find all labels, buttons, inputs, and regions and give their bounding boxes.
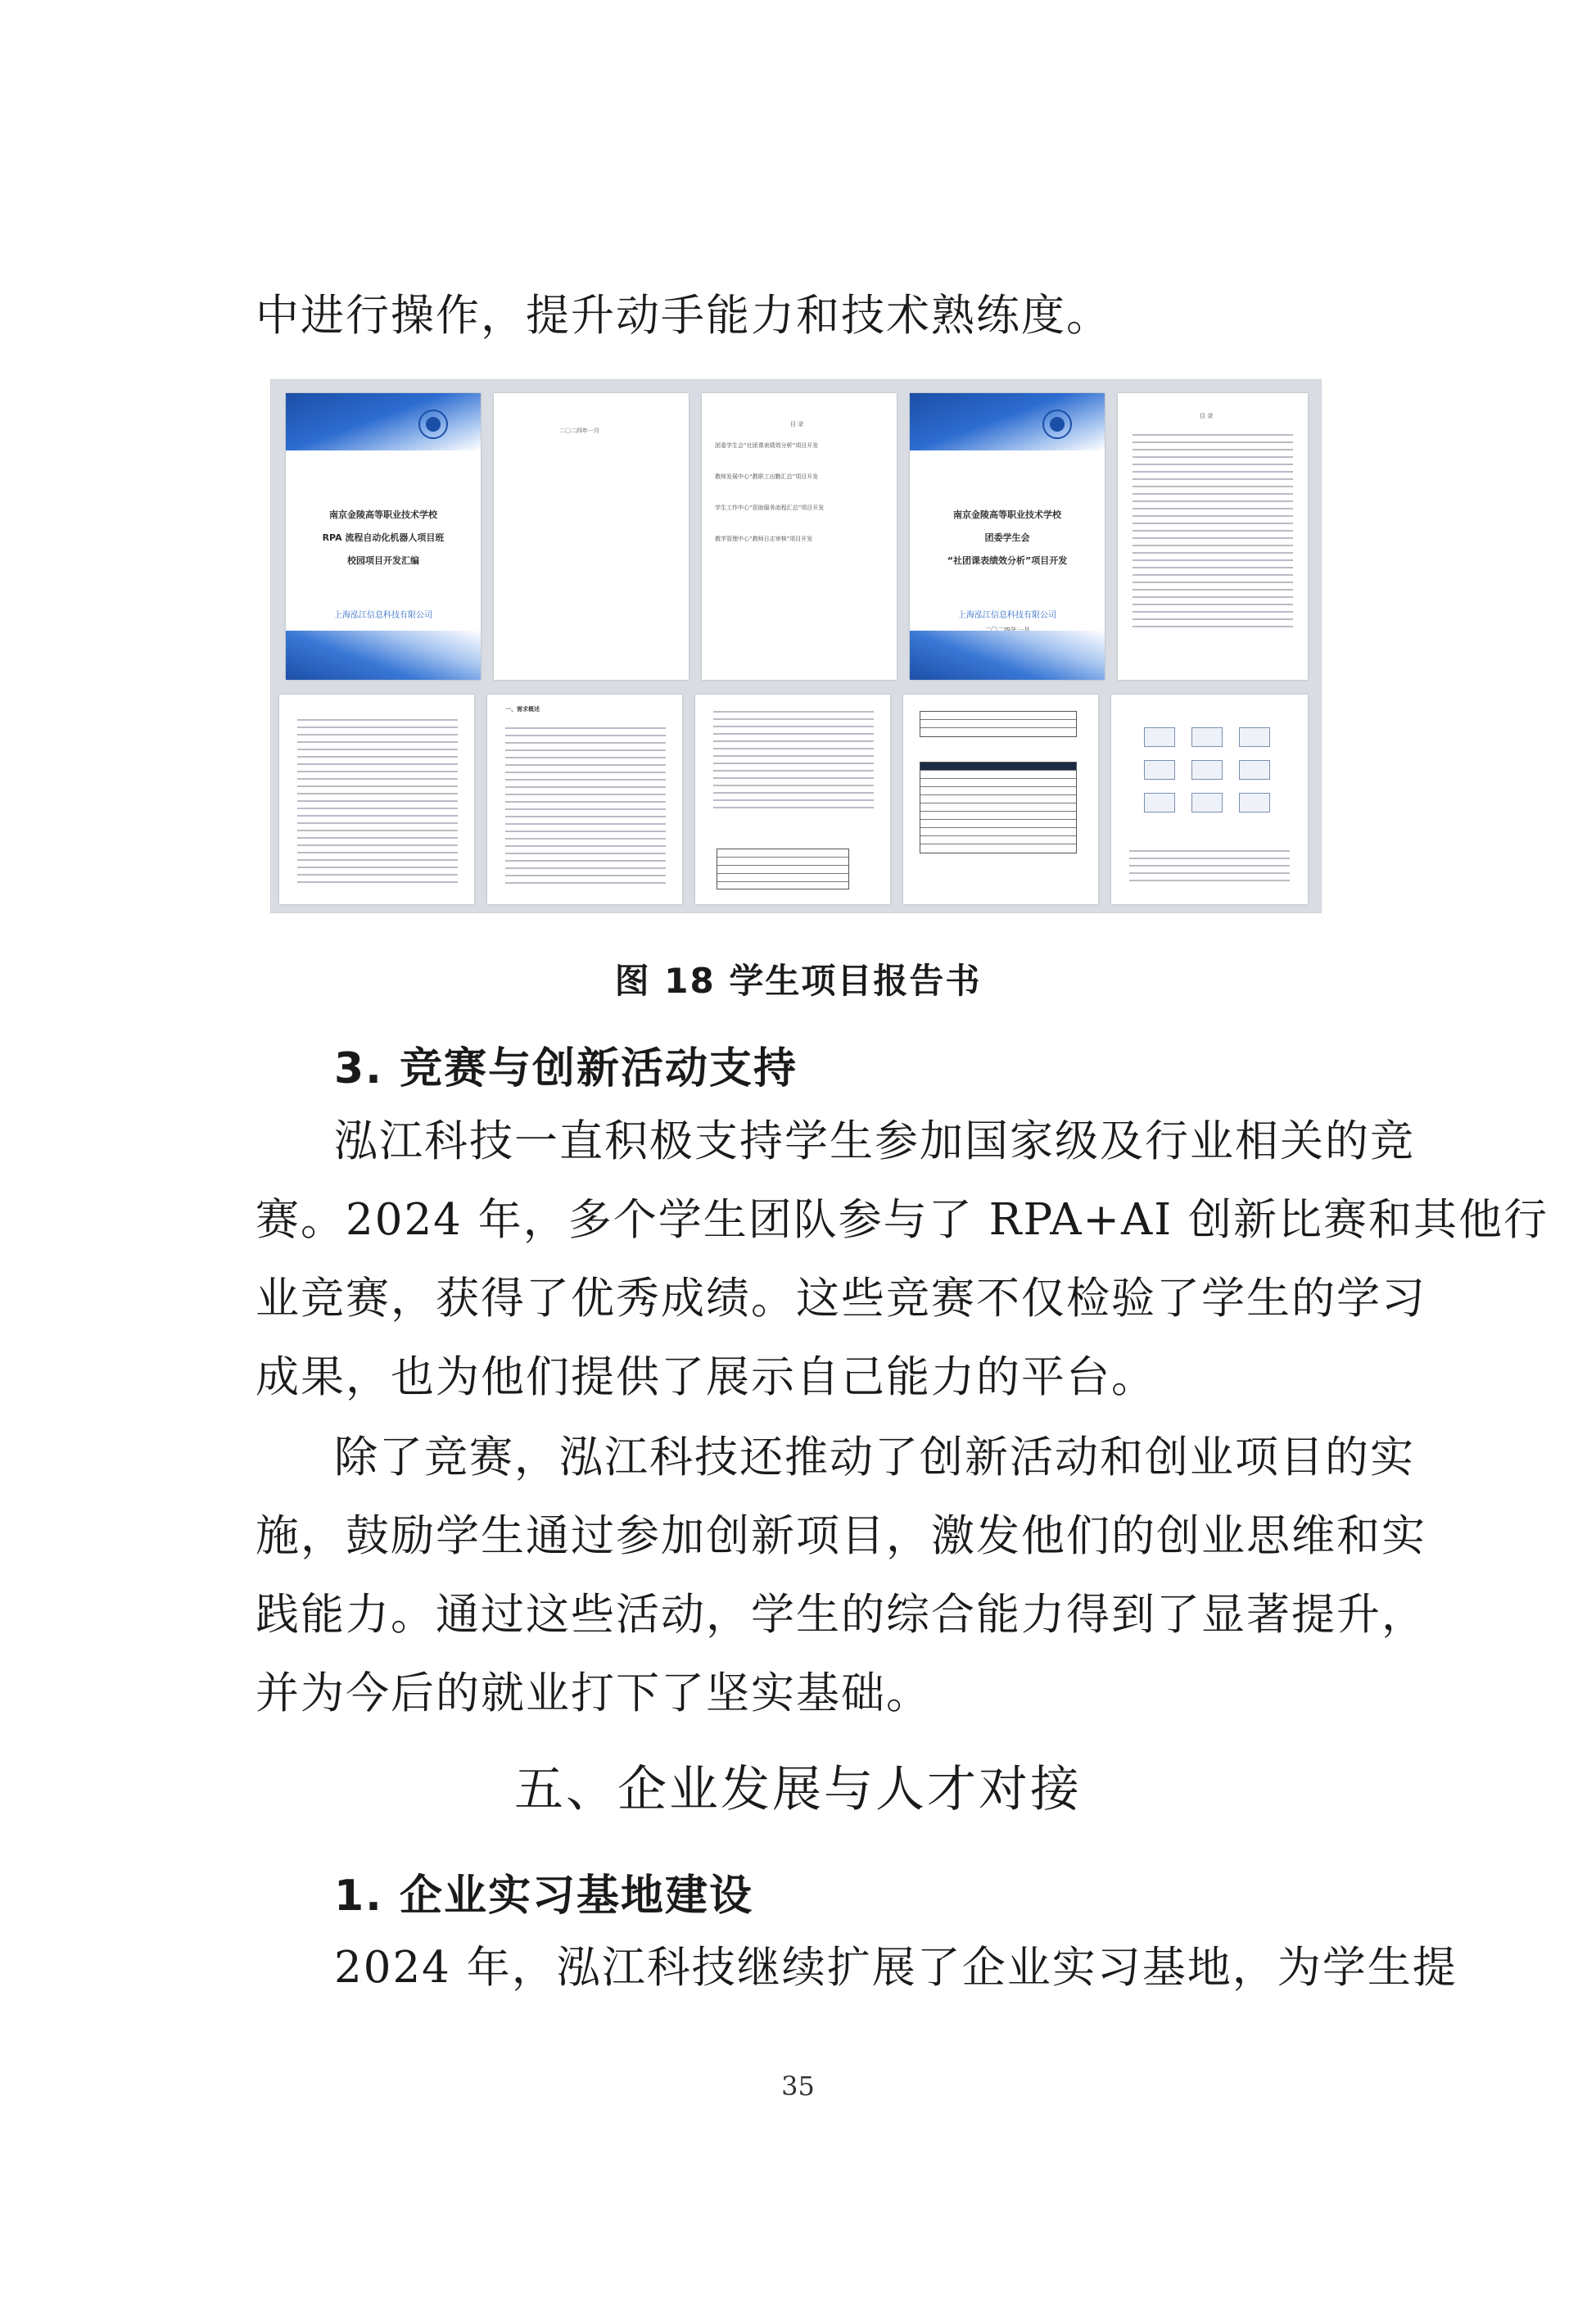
body-lines [505, 727, 666, 889]
section-heading: 一、需求概述 [505, 706, 540, 713]
toc-item: 教学管理中心“教师日志审核”项目开发 [715, 536, 813, 542]
report-toc-thumbnail [702, 393, 897, 680]
school-logo-icon [417, 408, 450, 441]
requirements-page-thumbnail [487, 695, 682, 904]
cover-band-top [910, 393, 1105, 450]
toc-continued-thumbnail [279, 695, 474, 904]
toc-item: 教师发展中心“教职工出勤汇总”项目开发 [715, 473, 819, 480]
flow-box [1239, 760, 1270, 780]
cover-company-name: 上海泓江信息科技有限公司 [958, 611, 1056, 620]
paragraph-line: 2024 年，泓江科技继续扩展了企业实习基地，为学生提 [334, 1943, 1458, 1993]
paragraph-line: 施，鼓励学生通过参加创新项目，激发他们的创业思维和实 [255, 1511, 1426, 1561]
flow-box [1144, 760, 1175, 780]
toc-heading: 目 录 [790, 421, 804, 428]
intro-paragraph [255, 277, 1357, 355]
cover-company-name: 上海泓江信息科技有限公司 [334, 611, 432, 620]
paragraph-line: 成果，也为他们提供了展示自己能力的平台。 [255, 1352, 1156, 1402]
paragraph-line: 除了竞赛，泓江科技还推动了创新活动和创业项目的实 [334, 1433, 1415, 1482]
mini-table [717, 849, 849, 889]
cover-project-name: “社团课表绩效分析”项目开发 [947, 555, 1068, 566]
section-3-paragraph-2 [255, 1419, 1426, 1733]
flow-box [1239, 727, 1270, 747]
section-3-paragraph-1 [255, 1102, 1549, 1417]
project-toc-thumbnail [1118, 393, 1308, 680]
cover-subtitle: 校园项目开发汇编 [347, 555, 419, 566]
paragraph-line: 践能力。通过这些活动，学生的综合能力得到了显著提升， [255, 1590, 1426, 1640]
date-page-date: 二〇二四年一月 [559, 428, 599, 434]
chapter-5-heading: 五、企业发展与人才对接 [514, 1761, 1082, 1818]
paragraph-line: 业竞赛，获得了优秀成绩。这些竞赛不仅检验了学生的学习 [255, 1274, 1426, 1324]
cover-unit-name: 团委学生会 [984, 532, 1030, 543]
body-page-thumbnail [695, 695, 890, 904]
report-thumbnails-figure [270, 379, 1322, 913]
cover-band-bottom [286, 631, 481, 680]
cover-project-name: RPA 流程自动化机器人项目班 [322, 532, 445, 543]
paragraph-line: 并为今后的就业打下了坚实基础。 [255, 1668, 931, 1718]
subsection-1-heading: 1. 企业实习基地建设 [334, 1872, 754, 1921]
cover-school-name: 南京金陵高等职业技术学校 [329, 509, 437, 520]
cover-school-name: 南京金陵高等职业技术学校 [953, 509, 1061, 520]
subsection-1-paragraph [255, 1929, 1458, 2007]
flow-box [1191, 727, 1223, 747]
body-lines [713, 711, 874, 814]
figure-caption: 图 18 学生项目报告书 [614, 961, 982, 1001]
flow-box [1191, 760, 1223, 780]
toc-item: 团委学生会“社团课表绩效分析”项目开发 [715, 442, 819, 449]
section-3-heading: 3. 竞赛与创新活动支持 [334, 1044, 798, 1093]
paragraph-line: 泓江科技一直积极支持学生参加国家级及行业相关的竞 [334, 1116, 1415, 1166]
flow-box [1144, 727, 1175, 747]
page-number: 35 [781, 2071, 815, 2102]
body-lines [1129, 850, 1290, 887]
table-page-thumbnail [903, 695, 1098, 904]
toc-heading: 目 录 [1200, 413, 1214, 419]
mini-table [920, 711, 1077, 737]
report-cover-thumbnail [286, 393, 481, 680]
flow-box [1191, 793, 1223, 812]
toc-lines [297, 719, 458, 889]
flowchart-page-thumbnail [1111, 695, 1308, 904]
toc-item: 学生工作中心“资助服务流程汇总”项目开发 [715, 505, 825, 511]
paragraph-line: 赛。2024 年，多个学生团队参与了 RPA+AI 创新比赛和其他行 [255, 1195, 1549, 1245]
report-date-page-thumbnail [494, 393, 689, 680]
school-logo-icon [1041, 408, 1074, 441]
project-cover-thumbnail [910, 393, 1105, 680]
mini-table [920, 762, 1077, 853]
cover-band-bottom [910, 631, 1105, 680]
cover-band-top [286, 393, 481, 450]
toc-lines [1133, 434, 1293, 633]
flow-box [1239, 793, 1270, 812]
flow-box [1144, 793, 1175, 812]
intro-line: 中进行操作，提升动手能力和技术熟练度。 [255, 291, 1111, 341]
